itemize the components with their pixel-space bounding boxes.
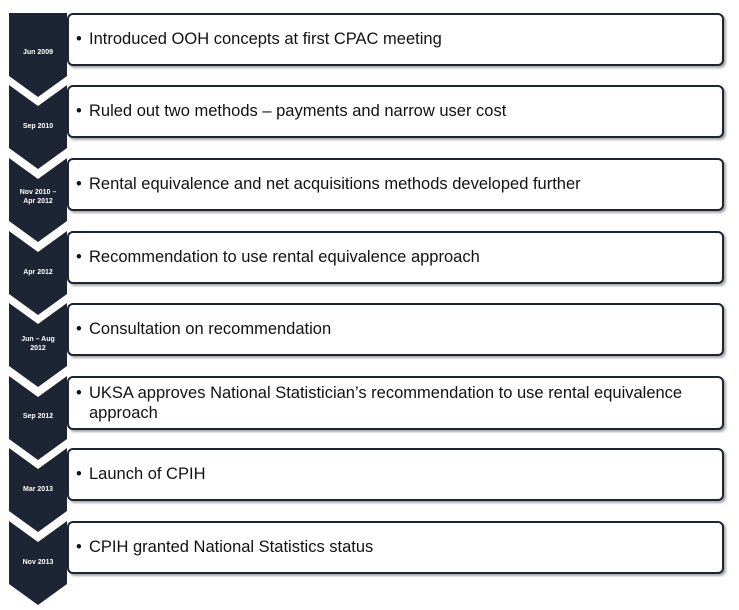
timeline-date-4 — [9, 268, 67, 277]
timeline-event-text — [76, 101, 704, 121]
event-text: Ruled out two methods – payments and narrow user cost — [89, 102, 507, 120]
timeline-date-6 — [9, 412, 67, 421]
date-line: Sep 2010 — [22, 123, 54, 130]
timeline-event-box-3 — [67, 158, 724, 211]
date-line: Apr 2012 — [23, 269, 53, 276]
timeline-date-7 — [9, 485, 67, 494]
bullet-icon: • — [76, 102, 82, 120]
timeline-date-1 — [9, 48, 67, 57]
timeline-event-text — [76, 174, 704, 194]
date-line: Jun – Aug — [21, 336, 55, 343]
bullet-icon: • — [76, 465, 82, 483]
event-text: CPIH granted National Statistics status — [89, 538, 374, 556]
date-line: Jun 2009 — [23, 49, 53, 56]
bullet-icon: • — [76, 248, 82, 266]
timeline-event-box-6 — [67, 376, 724, 430]
timeline-date-8 — [9, 558, 67, 567]
timeline-event-text — [76, 247, 704, 267]
event-text: Introduced OOH concepts at first CPAC meeting — [89, 30, 442, 48]
event-text: Consultation on recommendation — [89, 320, 332, 338]
timeline-date-5 — [9, 335, 67, 353]
date-line: Mar 2013 — [23, 486, 53, 493]
timeline-event-text — [76, 29, 704, 49]
timeline-event-box-1 — [67, 13, 724, 66]
date-line: 2012 — [30, 345, 46, 352]
timeline-event-box-2 — [67, 85, 724, 138]
event-text: Recommendation to use rental equivalence approach — [89, 248, 480, 266]
date-line: Apr 2012 — [23, 198, 53, 205]
timeline-event-text — [76, 537, 704, 557]
date-line: Sep 2012 — [22, 413, 54, 420]
date-line: Nov 2010 – — [19, 189, 57, 196]
event-text: UKSA approves National Statistician’s recommendation to use rental equivalence approach — [89, 384, 683, 422]
timeline-event-text — [76, 464, 704, 484]
bullet-icon: • — [76, 175, 82, 193]
event-text: Rental equivalence and net acquisitions methods developed further — [89, 175, 581, 193]
bullet-icon: • — [76, 384, 82, 402]
timeline-date-2 — [9, 122, 67, 131]
timeline-event-text — [76, 319, 704, 339]
timeline-event-box-8 — [67, 521, 724, 574]
timeline-event-box-4 — [67, 231, 724, 284]
timeline-event-box-5 — [67, 303, 724, 356]
bullet-icon: • — [76, 30, 82, 48]
event-text: Launch of CPIH — [89, 465, 206, 483]
timeline-event-box-7 — [67, 448, 724, 501]
timeline-date-3 — [9, 188, 67, 206]
bullet-icon: • — [76, 320, 82, 338]
date-line: Nov 2013 — [22, 559, 54, 566]
timeline-event-text — [76, 383, 704, 423]
bullet-icon: • — [76, 538, 82, 556]
